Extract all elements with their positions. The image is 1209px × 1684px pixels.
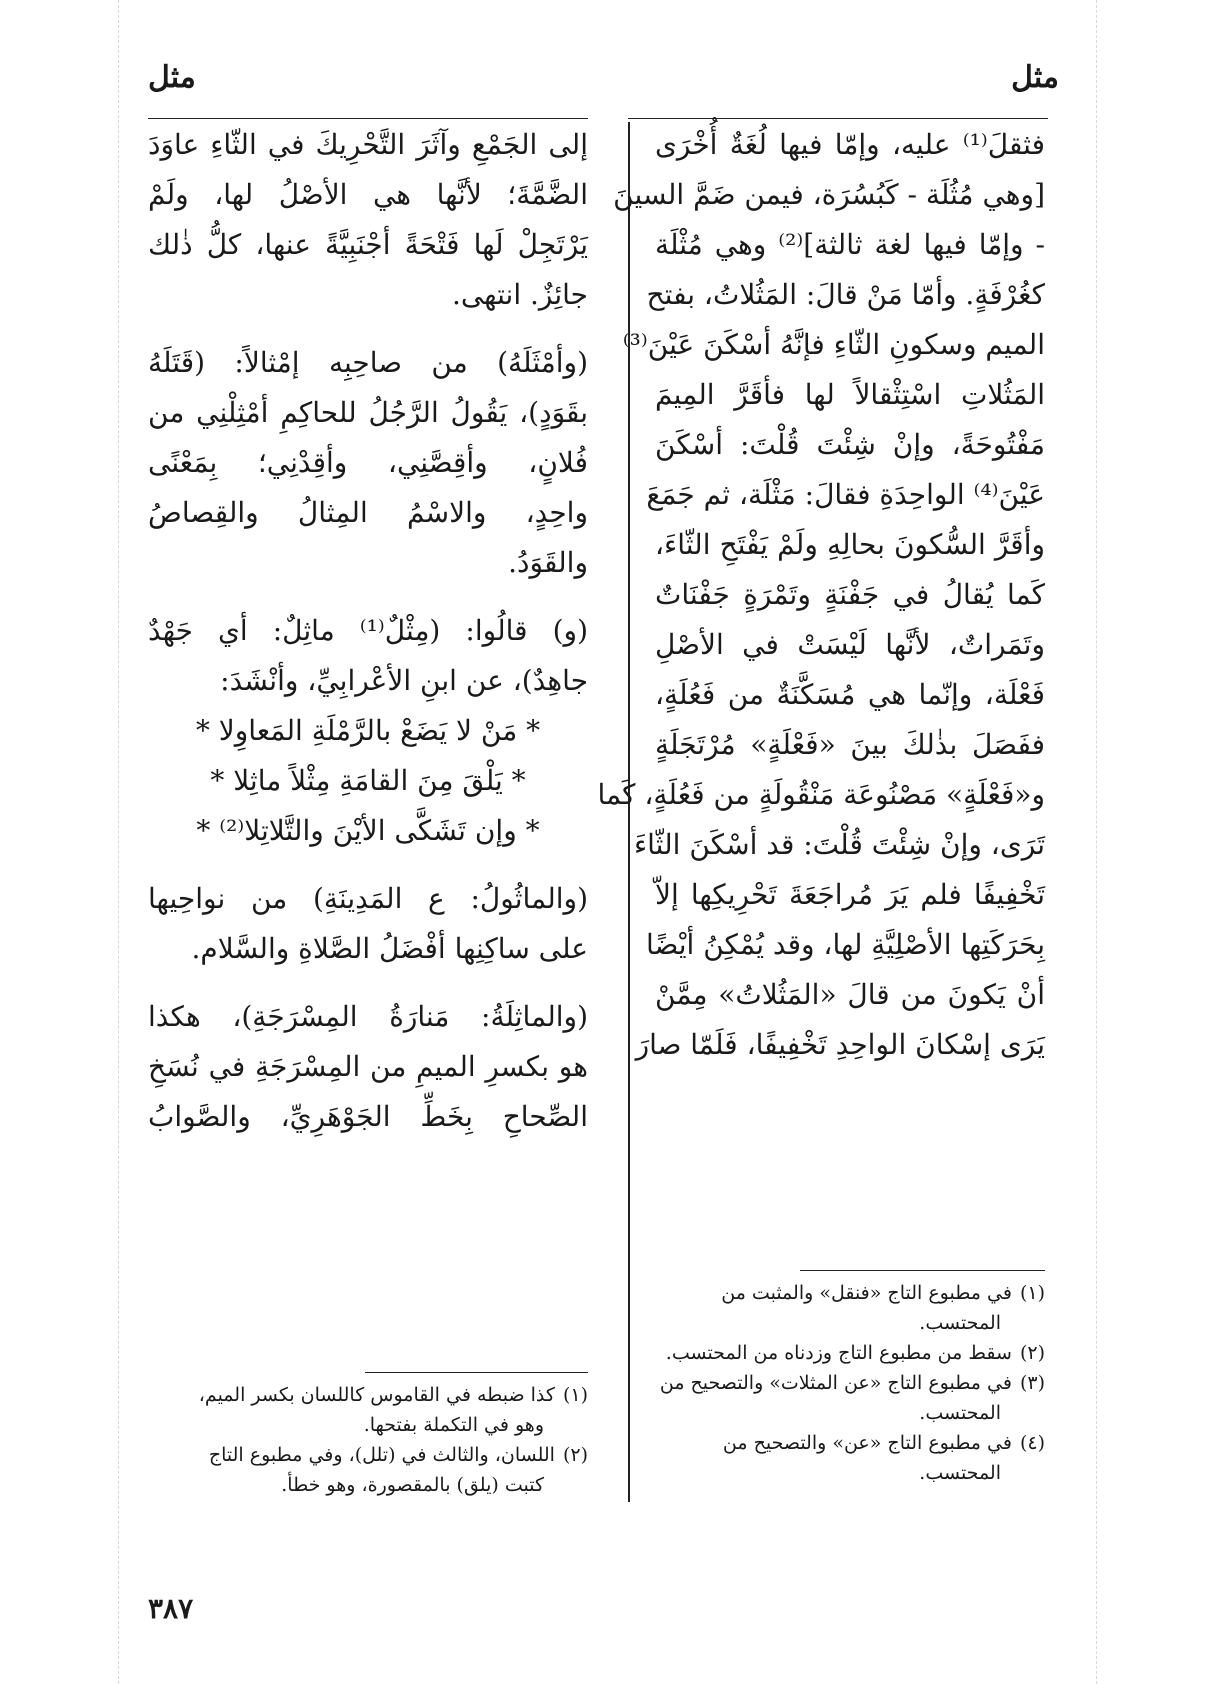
text-line: (وأمْثَلَهُ) من صاحِبِه إمْثالاً: (قَتَلَهُ (148, 346, 588, 379)
footnote-text: سقط من مطبوع التاج وزدناه من المحتسب. (665, 1342, 1012, 1364)
page-number: ٣٨٧ (148, 1592, 194, 1625)
text-line: الصِّحاحِ بِخَطِّ الجَوْهَرِيِّ، والصَّوابُ (148, 1100, 588, 1133)
footnote-text: في مطبوع التاج «عن» والتصحيح من (722, 1432, 1012, 1454)
footnote (148, 1380, 588, 1410)
paragraph-gap (148, 856, 588, 874)
footnote-rule (800, 1270, 1045, 1271)
paragraph-gap (148, 588, 588, 606)
footnote-continuation: وهو في التكملة بفتحها. (363, 1414, 544, 1436)
text-line: (والماثِلَةُ: مَنارَةُ المِسْرَجَةِ)، هكذا (148, 1000, 588, 1033)
text-line: هو بكسرِ الميمِ من المِسْرَجَةِ في نُسَخِ (148, 1050, 588, 1083)
verse-line: * يَلْقَ مِنَ القامَةِ مِثْلاً ماثِلا * (210, 764, 526, 797)
footnote-continuation: المحتسب. (919, 1462, 1001, 1484)
text-line: ففَصَلَ بذٰلكَ بينَ «فَعْلَةٍ» مُرْتَجَلَةٍ (655, 728, 1045, 761)
text-line: المَثُلاتِ اسْتِثْقالاً لها فأقَرَّ المِيمَ (655, 378, 1045, 411)
text-line: وأقَرَّ السُّكونَ بحالِهِ ولَمْ يَفْتَحِ الثّاءَ، (655, 528, 1045, 561)
verse-line: * وإن تَشَكَّى الأيْنَ والتَّلاتِلا⁽²⁾ * (196, 814, 540, 847)
paragraph-gap (148, 320, 588, 338)
text-line: إلى الجَمْعِ وآثَرَ التَّحْرِيكَ في الثّاءِ عاوَدَ (148, 128, 588, 161)
scan-margin-mark (1096, 0, 1097, 1684)
text-line: جاهِدٌ)، عن ابنِ الأعْرابِيِّ، وأنْشَدَ: (220, 664, 588, 697)
footnote-continuation: المحتسب. (919, 1312, 1001, 1334)
footnote-number: (٣) (1019, 1372, 1045, 1394)
text-line: تَرَى، وإنْ شِئْتَ قُلْتَ: قد أسْكَنَ الثّاءَ (633, 828, 1045, 861)
left-column (148, 120, 588, 1142)
text-line: كَما يُقالُ في جَفْنَةٍ وتَمْرَةٍ جَفْنَاتٌ (655, 578, 1045, 611)
text-line: [وهي مُثُلَة - كَبُسُرَة، فيمن ضَمَّ السينَ (613, 178, 1045, 211)
footnote-number: (١) (562, 1384, 588, 1406)
text-line: أنْ يَكونَ من قالَ «المَثُلاتُ» مِمَّنْ (655, 978, 1045, 1011)
verse-line: * مَنْ لا يَضَعْ بالرَّمْلَةِ المَعاوِلا * (195, 714, 541, 747)
footnote-text: كذا ضبطه في القاموس كاللسان بكسر الميم، (198, 1384, 555, 1406)
text-line: و«فَعْلَةٍ» مَصْنُوعَة مَنْقُولَةٍ من فَعُلَةٍ، كَما (597, 778, 1045, 811)
footnote-number: (٢) (562, 1444, 588, 1466)
text-line: يَرَى إسْكانَ الواحِدِ تَخْفِيفًا، فَلَمّا صارَ (635, 1028, 1045, 1061)
text-line: وتَمَراتٌ، لأنَّها لَيْسَتْ في الأصْلِ (655, 628, 1045, 661)
text-line: (و) قالُوا: (مِثْلٌ⁽¹⁾ ماثِلٌ: أي جَهْدٌ (148, 614, 588, 647)
text-line: الميم وسكونِ الثّاءِ فإنَّهُ أسْكَنَ عَيْنَ⁽³⁾ (622, 328, 1045, 361)
footnote-rule (365, 1372, 588, 1373)
footnotes-right (655, 1278, 1045, 1488)
header-rule (628, 118, 1048, 119)
footnote (655, 1428, 1045, 1458)
footnote (655, 1278, 1045, 1308)
text-line: واحِدٍ، والاسْمُ المِثالُ والقِصاصُ (148, 496, 588, 529)
footnotes-left (148, 1380, 588, 1500)
footnote (655, 1368, 1045, 1398)
text-line: فثقلَ⁽¹⁾ عليه، وإمّا فيها لُغَةٌ أُخْرَى (655, 128, 1045, 161)
text-line: مَفْتُوحَةً، وإنْ شِئْتَ قُلْتَ: أسْكَنَ (655, 428, 1045, 461)
footnote (655, 1338, 1045, 1368)
footnote-number: (٤) (1019, 1432, 1045, 1454)
text-line: عَيْنَ⁽⁴⁾ الواحِدَةِ فقالَ: مَثْلَة، ثم جَمَعَ (646, 478, 1045, 511)
text-line: على ساكِنِها أفْضَلُ الصَّلاةِ والسَّلام. (191, 932, 588, 965)
paragraph-gap (148, 974, 588, 992)
scan-margin-mark (118, 0, 119, 1684)
footnote-number: (٢) (1019, 1342, 1045, 1364)
running-header-left: مثل (148, 60, 196, 95)
text-line: جائِزٌ. انتهى. (451, 278, 588, 311)
text-line: بقَوَدٍ)، يَقُولُ الرَّجُلُ للحاكِمِ أمْثِلْنِي من (148, 396, 588, 429)
text-line: كغُرْفَةٍ. وأمّا مَنْ قالَ: المَثُلاتُ، بفتح (646, 278, 1045, 311)
text-line: بِحَرَكَتِها الأصْلِيَّةِ لها، وقد يُمْكِنُ أيْضًا (645, 928, 1045, 961)
running-header-right: مثل (1011, 60, 1059, 95)
footnote-number: (١) (1019, 1282, 1045, 1304)
footnote (148, 1440, 588, 1470)
text-line: يَرْتَجِلْ لَها فَتْحَةً أجْنَبِيَّةً عنها، كلُّ ذٰلك (148, 228, 588, 261)
footnote-text: اللسان، والثالث في (تلل)، وفي مطبوع التاج (208, 1444, 555, 1466)
footnote-text: في مطبوع التاج «فنقل» والمثبت من (721, 1282, 1012, 1304)
text-line: فَعْلَة، وإنّما هي مُسَكَّنَةٌ من فَعُلَةٍ، (655, 678, 1045, 711)
right-column (597, 120, 1045, 1070)
text-line: والقَوَدُ. (508, 546, 588, 579)
footnote-text: في مطبوع التاج «عن المثلات» والتصحيح من (659, 1372, 1012, 1394)
text-line: - وإمّا فيها لغة ثالثة]⁽²⁾ وهي مُثْلَة (655, 228, 1045, 261)
footnote-continuation: المحتسب. (919, 1402, 1001, 1424)
text-line: تَخْفِيفًا فلم يَرَ مُراجَعَةَ تَحْرِيكِها إلاّ (655, 878, 1045, 911)
footnote-continuation: كتبت (يلق) بالمقصورة، وهو خطأ. (281, 1474, 544, 1496)
text-line: (والماثُولُ: ع المَدِينَةِ) من نواحِيها (148, 882, 588, 915)
text-line: فُلانٍ، وأقِصَّنِي، وأقِدْنِي؛ بِمَعْنًى (148, 446, 588, 479)
text-line: الضَّمَّةَ؛ لأنَّها هي الأصْلُ لها، ولَمْ (148, 178, 588, 211)
header-rule (148, 118, 588, 119)
